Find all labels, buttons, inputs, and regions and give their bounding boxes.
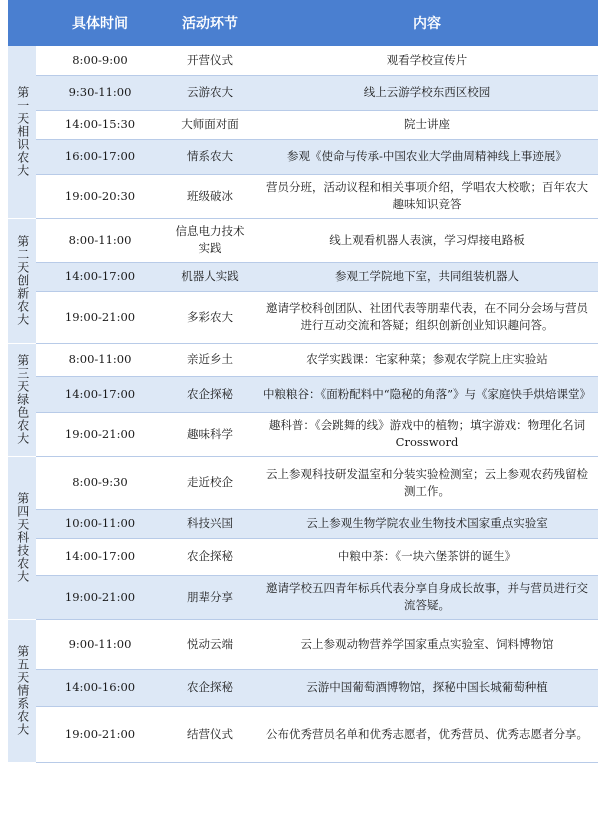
header-activity: 活动环节 <box>164 0 256 46</box>
day-label: 第五天情系农大 <box>8 619 36 762</box>
activity-cell: 云游农大 <box>164 75 256 110</box>
schedule-row <box>8 456 598 509</box>
schedule-row <box>8 412 598 456</box>
time-cell: 14:00-17:00 <box>36 262 164 291</box>
content-cell: 中粮中茶：《一块六堡茶饼的诞生》 <box>256 538 598 575</box>
schedule-table <box>8 0 598 763</box>
time-cell: 19:00-21:00 <box>36 412 164 456</box>
content-cell: 云游中国葡萄酒博物馆，探秘中国长城葡萄种植 <box>256 669 598 706</box>
header-content: 内容 <box>256 0 598 46</box>
content-cell: 邀请学校科创团队、社团代表等朋辈代表，在不同分会场与营员进行互动交流和答疑；组织创新创业知识趣问答。 <box>256 291 598 343</box>
activity-cell: 朋辈分享 <box>164 575 256 619</box>
content-cell: 云上参观动物营养学国家重点实验室、饲料博物馆 <box>256 619 598 669</box>
time-cell: 8:00-9:30 <box>36 456 164 509</box>
schedule-row <box>8 376 598 412</box>
schedule-row <box>8 139 598 174</box>
schedule-row <box>8 706 598 762</box>
content-cell: 云上参观生物学院农业生物技术国家重点实验室 <box>256 509 598 538</box>
time-cell: 19:00-21:00 <box>36 575 164 619</box>
time-cell: 9:30-11:00 <box>36 75 164 110</box>
time-cell: 14:00-15:30 <box>36 110 164 139</box>
day-label: 第一天相识农大 <box>8 46 36 218</box>
activity-cell: 亲近乡土 <box>164 343 256 376</box>
schedule-row <box>8 46 598 75</box>
content-cell: 营员分班，活动议程和相关事项介绍，学唱农大校歌；百年农大趣味知识竞答 <box>256 174 598 218</box>
schedule-row <box>8 75 598 110</box>
schedule-row <box>8 174 598 218</box>
time-cell: 8:00-9:00 <box>36 46 164 75</box>
time-cell: 14:00-16:00 <box>36 669 164 706</box>
activity-cell: 开营仪式 <box>164 46 256 75</box>
schedule-row <box>8 110 598 139</box>
time-cell: 16:00-17:00 <box>36 139 164 174</box>
schedule-row <box>8 343 598 376</box>
day-label: 第三天绿色农大 <box>8 343 36 456</box>
time-cell: 10:00-11:00 <box>36 509 164 538</box>
day-label: 第四天科技农大 <box>8 456 36 619</box>
day-label: 第二天创新农大 <box>8 218 36 343</box>
header-time: 具体时间 <box>36 0 164 46</box>
header-day <box>8 0 36 46</box>
content-cell: 线上观看机器人表演，学习焊接电路板 <box>256 218 598 262</box>
schedule-row <box>8 291 598 343</box>
time-cell: 8:00-11:00 <box>36 218 164 262</box>
schedule-row <box>8 509 598 538</box>
activity-cell: 情系农大 <box>164 139 256 174</box>
activity-cell: 大师面对面 <box>164 110 256 139</box>
content-cell: 参观工学院地下室，共同组装机器人 <box>256 262 598 291</box>
activity-cell: 悦动云端 <box>164 619 256 669</box>
schedule-row <box>8 619 598 669</box>
content-cell: 农学实践课：宅家种菜；参观农学院上庄实验站 <box>256 343 598 376</box>
activity-cell: 结营仪式 <box>164 706 256 762</box>
content-cell: 趣科普：《会跳舞的线》游戏中的植物；填字游戏：物理化名词 Crossword <box>256 412 598 456</box>
time-cell: 19:00-21:00 <box>36 291 164 343</box>
header-row <box>8 0 598 46</box>
content-cell: 云上参观科技研发温室和分装实验检测室；云上参观农药残留检测工作。 <box>256 456 598 509</box>
content-cell: 院士讲座 <box>256 110 598 139</box>
content-cell: 参观《使命与传承-中国农业大学曲周精神线上事迹展》 <box>256 139 598 174</box>
time-cell: 19:00-20:30 <box>36 174 164 218</box>
schedule-row <box>8 538 598 575</box>
activity-cell: 多彩农大 <box>164 291 256 343</box>
time-cell: 14:00-17:00 <box>36 538 164 575</box>
activity-cell: 农企探秘 <box>164 376 256 412</box>
time-cell: 8:00-11:00 <box>36 343 164 376</box>
content-cell: 中粮粮谷：《面粉配料中“隐秘的角落”》与《家庭快手烘焙课堂》 <box>256 376 598 412</box>
activity-cell: 农企探秘 <box>164 669 256 706</box>
content-cell: 线上云游学校东西区校园 <box>256 75 598 110</box>
schedule-row <box>8 669 598 706</box>
time-cell: 14:00-17:00 <box>36 376 164 412</box>
activity-cell: 机器人实践 <box>164 262 256 291</box>
content-cell: 邀请学校五四青年标兵代表分享自身成长故事，并与营员进行交流答疑。 <box>256 575 598 619</box>
activity-cell: 科技兴国 <box>164 509 256 538</box>
activity-cell: 趣味科学 <box>164 412 256 456</box>
activity-cell: 信息电力技术实践 <box>164 218 256 262</box>
activity-cell: 农企探秘 <box>164 538 256 575</box>
time-cell: 19:00-21:00 <box>36 706 164 762</box>
activity-cell: 班级破冰 <box>164 174 256 218</box>
content-cell: 公布优秀营员名单和优秀志愿者，优秀营员、优秀志愿者分享。 <box>256 706 598 762</box>
schedule-row <box>8 575 598 619</box>
schedule-row <box>8 262 598 291</box>
schedule-row <box>8 218 598 262</box>
activity-cell: 走近校企 <box>164 456 256 509</box>
time-cell: 9:00-11:00 <box>36 619 164 669</box>
content-cell: 观看学校宣传片 <box>256 46 598 75</box>
